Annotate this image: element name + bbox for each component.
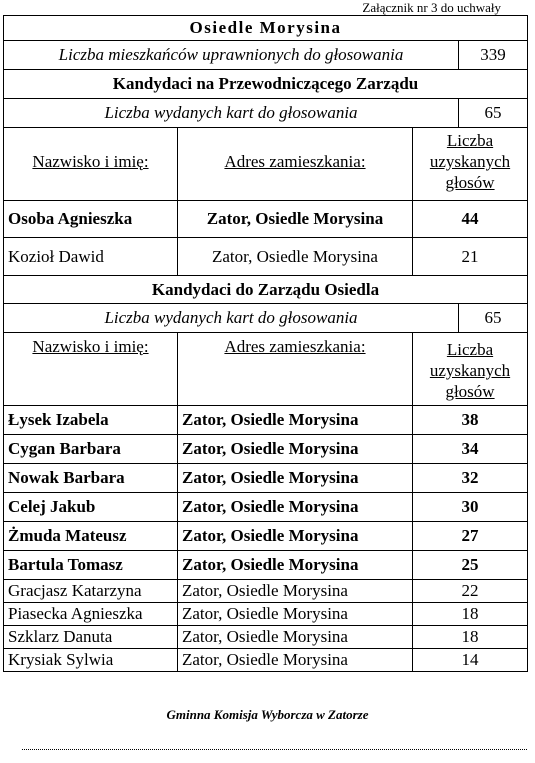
chair-section-heading: Kandydaci na Przewodniczącego Zarządu: [4, 70, 528, 99]
candidate-votes: 32: [413, 464, 528, 493]
table-row: [4, 435, 528, 464]
candidate-votes: 27: [413, 522, 528, 551]
candidate-address: Zator, Osiedle Morysina: [178, 435, 413, 464]
candidate-name: Gracjasz Katarzyna: [4, 580, 178, 603]
board-header-address: Adres zamieszkania:: [178, 333, 413, 406]
board-cards-label: Liczba wydanych kart do głosowania: [4, 304, 459, 333]
candidate-name: Żmuda Mateusz: [4, 522, 178, 551]
table-row: [4, 551, 528, 580]
table-row: [4, 464, 528, 493]
board-header-votes: Liczba uzyskanych głosów: [413, 333, 528, 406]
candidate-address: Zator, Osiedle Morysina: [178, 649, 413, 672]
board-header-name: Nazwisko i imię:: [4, 333, 178, 406]
annex-note: Załącznik nr 3 do uchwały: [362, 0, 501, 15]
candidate-address: Zator, Osiedle Morysina: [178, 626, 413, 649]
board-section-heading: Kandydaci do Zarządu Osiedla: [4, 276, 528, 304]
candidate-name: Osoba Agnieszka: [4, 201, 178, 238]
candidate-votes: 34: [413, 435, 528, 464]
candidate-votes: 25: [413, 551, 528, 580]
candidate-votes: 18: [413, 603, 528, 626]
table-row: [4, 493, 528, 522]
table-row: [4, 406, 528, 435]
candidate-name: Szklarz Danuta: [4, 626, 178, 649]
chair-header-name: Nazwisko i imię:: [4, 128, 178, 201]
table-row: [4, 626, 528, 649]
document-title: Osiedle Morysina: [4, 16, 528, 41]
table-row: [4, 201, 528, 238]
candidate-votes: 38: [413, 406, 528, 435]
candidate-name: Piasecka Agnieszka: [4, 603, 178, 626]
candidate-votes: 14: [413, 649, 528, 672]
results-table: [3, 15, 528, 672]
table-row: [4, 522, 528, 551]
candidate-name: Cygan Barbara: [4, 435, 178, 464]
eligible-voters-label: Liczba mieszkańców uprawnionych do głosowania: [4, 41, 459, 70]
candidate-name: Celej Jakub: [4, 493, 178, 522]
table-row: [4, 580, 528, 603]
chair-cards-value: 65: [459, 99, 528, 128]
board-cards-value: 65: [459, 304, 528, 333]
candidate-address: Zator, Osiedle Morysina: [178, 522, 413, 551]
candidate-address: Zator, Osiedle Morysina: [178, 238, 413, 276]
table-row: [4, 238, 528, 276]
candidate-address: Zator, Osiedle Morysina: [178, 464, 413, 493]
candidate-address: Zator, Osiedle Morysina: [178, 201, 413, 238]
table-row: [4, 603, 528, 626]
table-row: [4, 649, 528, 672]
candidate-name: Bartula Tomasz: [4, 551, 178, 580]
candidate-votes: 18: [413, 626, 528, 649]
candidate-votes: 22: [413, 580, 528, 603]
chair-cards-label: Liczba wydanych kart do głosowania: [4, 99, 459, 128]
chair-header-address: Adres zamieszkania:: [178, 128, 413, 201]
candidate-name: Łysek Izabela: [4, 406, 178, 435]
candidate-address: Zator, Osiedle Morysina: [178, 551, 413, 580]
signature-line: [22, 749, 527, 750]
candidate-address: Zator, Osiedle Morysina: [178, 580, 413, 603]
candidate-address: Zator, Osiedle Morysina: [178, 493, 413, 522]
candidate-votes: 44: [413, 201, 528, 238]
candidate-name: Nowak Barbara: [4, 464, 178, 493]
candidate-votes: 21: [413, 238, 528, 276]
candidate-address: Zator, Osiedle Morysina: [178, 603, 413, 626]
candidate-name: Krysiak Sylwia: [4, 649, 178, 672]
board-rows: [4, 406, 528, 672]
eligible-voters-value: 339: [459, 41, 528, 70]
commission-signature: Gminna Komisja Wyborcza w Zatorze: [166, 707, 369, 722]
candidate-address: Zator, Osiedle Morysina: [178, 406, 413, 435]
chair-rows: [4, 201, 528, 276]
candidate-votes: 30: [413, 493, 528, 522]
chair-header-votes: Liczba uzyskanych głosów: [413, 128, 528, 201]
candidate-name: Kozioł Dawid: [4, 238, 178, 276]
